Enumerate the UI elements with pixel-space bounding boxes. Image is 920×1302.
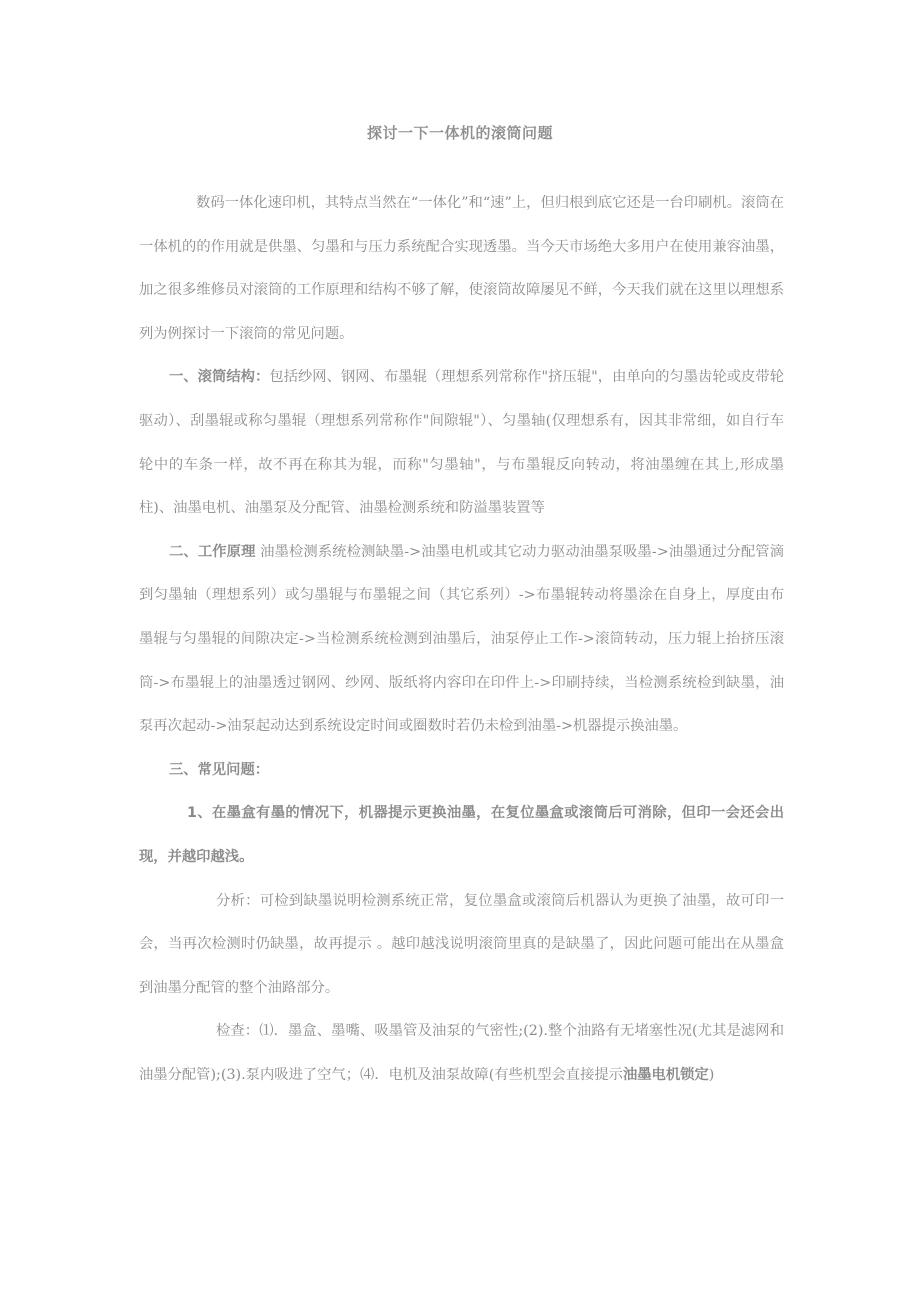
section-problems-heading: 三、常见问题： <box>169 761 270 778</box>
section-structure <box>139 356 784 530</box>
section-principle-text: 油墨检测系统检测缺墨->油墨电机或其它动力驱动油墨泵吸墨->油墨通过分配管滴到匀墨轴（理想系列）或匀墨辊与布墨辊之间（其它系列）->布墨辊转动将墨涂在自身上，厚度由布墨辊与匀墨辊的间隙决定->当检测系统检测到油墨后，油泵停止工作->滚筒转动，压力辊上抬挤压滚筒->布墨辊上的油墨透过钢网、纱网、版纸将内容印在印件上->印刷持续，当检测系统检到缺墨，油泵再次起动->油泵起动达到系统设定时间或圈数时若仍未检到油墨->机器提示换油墨。 <box>139 543 785 735</box>
problem-1-title: 1、在墨盒有墨的情况下，机器提示更换油墨，在复位墨盒或滚筒后可消除，但印一会还会出现，并越印越浅。 <box>139 805 784 865</box>
problem-1-check <box>139 1010 784 1097</box>
problem-1-check-text: 检查：⑴．墨盒、墨嘴、吸墨管及油泵的气密性;(2).整个油路有无堵塞性况(尤其是滤网和油墨分配管);(3).泵内吸进了空气；⑷．电机及油泵故障(有些机型会直接提示 <box>139 1023 784 1083</box>
section-principle-heading: 二、工作原理 <box>169 543 256 560</box>
intro-paragraph: 数码一体化速印机，其特点当然在“一体化”和“速”上，但归根到底它还是一台印刷机。滚筒在一体机的的作用就是供墨、匀墨和与压力系统配合实现透墨。当今天市场绝大多用户在使用兼容油墨，加之很多维修员对滚筒的工作原理和结构不够了解，使滚筒故障屡见不鲜，今天我们就在这里以理想系列为例探讨一下滚筒的常见问题。 <box>139 195 784 342</box>
section-structure-heading: 一、滚筒结构： <box>169 369 270 386</box>
section-structure-text: 包括纱网、钢网、布墨辊（理想系列常称作"挤压辊"，由单向的匀墨齿轮或皮带轮驱动）、刮墨辊或称匀墨辊（理想系列常称作"间隙辊"）、匀墨轴(仅理想系有，因其非常细，如自行车轮中的车条一样，故不再在称其为辊，而称"匀墨轴"，与布墨辊反向转动，将油墨缠在其上,形成墨柱)、油墨电机、油墨泵及分配管、油墨检测系统和防溢墨装置等 <box>139 369 785 517</box>
problem-1-analysis: 分析：可检到缺墨说明检测系统正常，复位墨盒或滚筒后机器认为更换了油墨，故可印一会，当再次检测时仍缺墨，故再提示 。越印越浅说明滚筒里真的是缺墨了，因此问题可能出在从墨盒到油墨分配管的整个油路部分。 <box>139 892 784 996</box>
problem-1-check-bold: 油墨电机锁定 <box>622 1066 709 1083</box>
document-title: 探讨一下一体机的滚筒问题 <box>366 124 553 142</box>
document-body <box>139 182 784 1097</box>
section-principle <box>139 531 784 749</box>
problem-1-check-end: ) <box>708 1066 715 1083</box>
